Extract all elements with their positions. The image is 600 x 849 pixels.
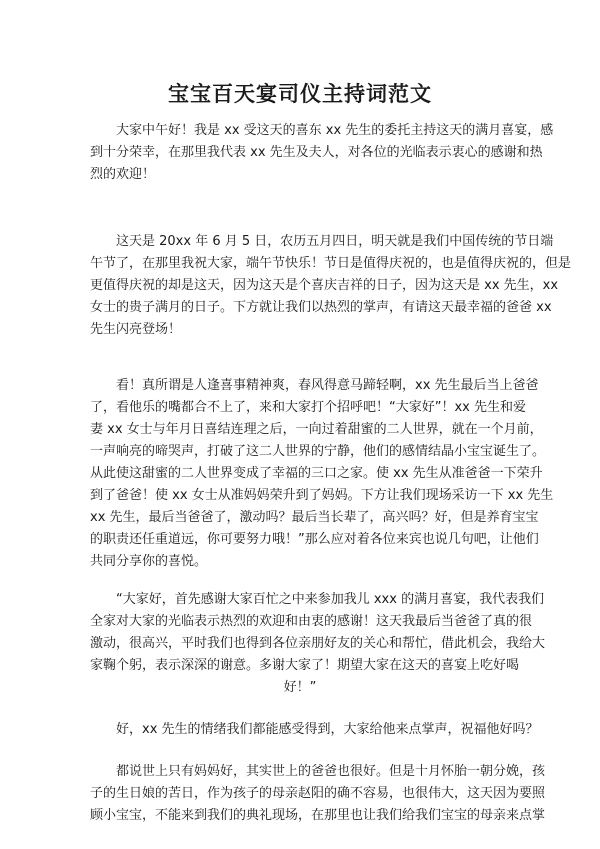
text-line: 一声响亮的啼哭声，打破了这二人世界的宁静，他们的感情结晶小宝宝诞生了。 [90,444,546,459]
text-line: 好！” [283,680,317,695]
text-line: 从此使这甜蜜的二人世界变成了幸福的三口之家。使 xx 先生从准爸爸一下荣升 [90,466,543,481]
text-line: 大家中午好！我是 xx 受这天的喜东 xx 先生的委托主持这天的满月喜宴，感 [116,123,554,138]
text-line: 先生闪亮登场！ [90,322,182,337]
text-line: “大家好，首先感谢大家百忙之中来参加我儿 xxx 的满月喜宴，我代表我们 [116,592,545,607]
text-line: 激动，很高兴，平时我们也得到各位亲朋好友的关心和帮忙，借此机会，我给大 [90,636,546,651]
text-line: 家鞠个躬，表示深深的谢意。多谢大家了！期望大家在这天的喜宴上吃好喝 [90,658,520,673]
text-line: 到十分荣幸，在那里我代表 xx 先生及夫人，对各位的光临表示衷心的感谢和热 [90,145,543,160]
text-line: 共同分享你的喜悦。 [90,554,208,569]
text-line: xx 先生，最后当爸爸了，激动吗？最后当长辈了，高兴吗？好，但是养育宝宝 [90,510,539,525]
text-line: 妻 xx 女士与年月日喜结连理之后，一向过着甜蜜的二人世界，就在一个月前， [90,422,543,437]
text-line: 顾小宝宝，不能来到我们的典礼现场，在那里也让我们给我们宝宝的母亲来点掌 [90,808,546,823]
text-line: 了，看他乐的嘴都合不上了，来和大家打个招呼吧！“大家好”！xx 先生和爱 [90,400,526,415]
text-line: 都说世上只有妈妈好，其实世上的爸爸也很好。但是十月怀胎一朝分娩，孩 [116,764,546,779]
text-line: 女士的贵子满月的日子。下方就让我们以热烈的掌声，有请这天最幸福的爸爸 xx [90,300,552,315]
text-line: 午节了，在那里我祝大家，端午节快乐！节日是值得庆祝的，也是值得庆祝的，但是 [90,256,572,271]
text-line: 烈的欢迎！ [90,167,156,182]
text-line: 到了爸爸！使 xx 女士从准妈妈荣升到了妈妈。下方让我们现场采访一下 xx 先生 [90,488,554,503]
text-line: 子的生日娘的苦日，作为孩子的母亲赵阳的确不容易，也很伟大，这天因为要照 [90,786,546,801]
text-line: 好，xx 先生的情绪我们都能感受得到，大家给他来点掌声，祝福他好吗？ [116,722,539,737]
text-line: 更值得庆祝的却是这天，因为这天是个喜庆吉祥的日子，因为这天是 xx 先生，xx [90,278,559,293]
text-line: 这天是 20xx 年 6 月 5 日，农历五月四日，明天就是我们中国传统的节日端 [116,234,554,249]
text-line: 看！真所谓是人逢喜事精神爽，春风得意马蹄轻啊，xx 先生最后当上爸爸 [116,378,539,393]
text-line: 全家对大家的光临表示热烈的欢迎和由衷的感谢！这天我最后当爸爸了真的很 [90,614,533,629]
text-line: 的职责还任重道远，你可要努力哦！”那么应对着各位来宾也说几句吧，让他们 [90,532,539,547]
document-title: 宝宝百天宴司仪主持词范文 [168,82,432,106]
